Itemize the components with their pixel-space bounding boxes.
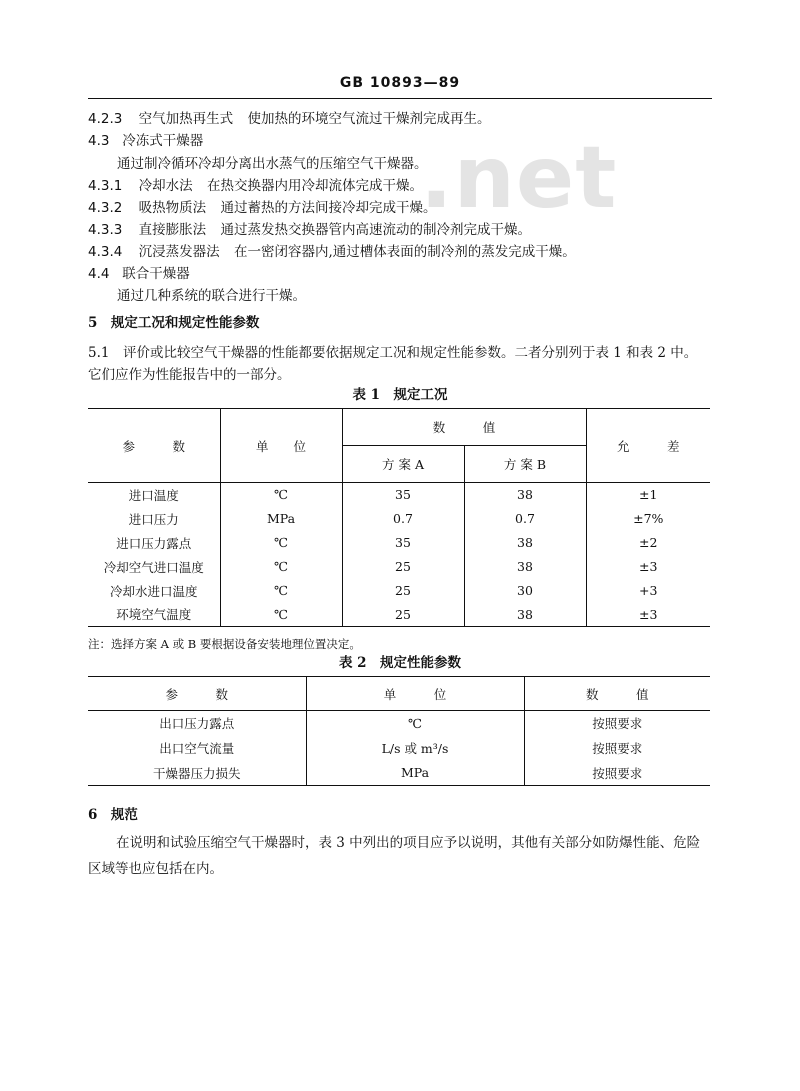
clause-text: 在热交换器内用冷却流体完成干燥。 [206, 178, 423, 194]
clause-number: 4.3 [88, 133, 110, 149]
clause-4-2-3 [88, 110, 490, 128]
section-5-title: 5 规定工况和规定性能参数 [88, 315, 260, 331]
cell-param: 环境空气温度 [88, 603, 220, 627]
clause-4-3-4 [88, 243, 576, 261]
table-1-caption: 表 1 规定工况 [352, 387, 448, 403]
cell-scheme-b: 30 [464, 579, 586, 603]
cell-unit: L/s 或 m³/s [306, 736, 524, 761]
cell-scheme-b: 0.7 [464, 507, 586, 531]
cell-unit: ℃ [220, 603, 342, 627]
clause-text: 使加热的环境空气流过干燥剂完成再生。 [247, 111, 491, 127]
page-header: GB 10893—89 [339, 75, 461, 91]
cell-value: 按照要求 [524, 761, 710, 786]
clause-4-4 [88, 265, 190, 283]
cell-scheme-b: 38 [464, 531, 586, 555]
clause-4-3-3 [88, 221, 531, 239]
cell-param: 冷却水进口温度 [88, 579, 220, 603]
cell-scheme-a: 25 [342, 555, 464, 579]
table-1-note: 注：选择方案 A 或 B 要根据设备安装地理位置决定。 [88, 637, 361, 651]
cell-unit: ℃ [220, 555, 342, 579]
clause-text: 通过几种系统的联合进行干燥。 [117, 288, 306, 304]
cell-scheme-b: 38 [464, 603, 586, 627]
clause-term: 直接膨胀法 [138, 222, 207, 238]
cell-param: 出口压力露点 [88, 711, 306, 736]
table-2-header-unit: 单 位 [306, 677, 524, 711]
table-1-header-scheme-a: 方 案 A [342, 446, 464, 483]
table-row [88, 603, 710, 627]
table-2-caption: 表 2 规定性能参数 [338, 655, 462, 671]
table-1 [88, 408, 710, 627]
cell-tolerance: ±2 [639, 535, 658, 550]
cell-scheme-a: 0.7 [342, 507, 464, 531]
cell-scheme-a: 25 [342, 579, 464, 603]
cell-param: 出口空气流量 [88, 736, 306, 761]
table-2-header-param: 参 数 [88, 677, 306, 711]
clause-term: 联合干燥器 [122, 266, 190, 282]
clause-4-3-2 [88, 199, 436, 217]
table-row [88, 483, 710, 507]
cell-tolerance: ±3 [586, 603, 710, 627]
cell-param: 进口温度 [88, 483, 220, 507]
cell-tolerance: ±1 [639, 487, 658, 503]
cell-scheme-a: 35 [342, 483, 464, 507]
table-row [88, 761, 710, 786]
clause-4-4-text [117, 287, 306, 305]
table-1-header-value: 数 值 [342, 409, 586, 446]
clause-term: 吸热物质法 [138, 200, 207, 216]
table-row [88, 555, 710, 579]
cell-unit: ℃ [220, 483, 342, 507]
clause-term: 空气加热再生式 [138, 111, 234, 127]
clause-text: 通过制冷循环冷却分离出水蒸气的压缩空气干燥器。 [117, 156, 428, 172]
clause-number: 4.3.1 [88, 178, 123, 194]
cell-unit: MPa [306, 761, 524, 786]
cell-unit: ℃ [220, 579, 342, 603]
table-1-header-unit: 单 位 [220, 409, 342, 483]
cell-scheme-a: 25 [342, 603, 464, 627]
clause-4-3-text [117, 155, 428, 173]
clause-4-3 [88, 132, 203, 150]
cell-param: 进口压力露点 [88, 531, 220, 555]
cell-tolerance: ±7% [633, 511, 664, 526]
section-6-para: 在说明和试验压缩空气干燥器时，表 3 中列出的项目应予以说明，其他有关部分如防爆性能、危险区域等也应包括在内。 [88, 835, 701, 877]
cell-unit: MPa [220, 507, 342, 531]
clause-text: 通过蓄热的方法间接冷却完成干燥。 [220, 200, 437, 216]
clause-term: 沉浸蒸发器法 [138, 244, 220, 260]
table-2 [88, 676, 710, 786]
cell-scheme-a: 35 [342, 531, 464, 555]
clause-number: 4.3.2 [88, 200, 123, 216]
header-rule [88, 98, 712, 99]
table-1-header-tolerance: 允 差 [586, 409, 710, 483]
cell-scheme-b: 38 [464, 555, 586, 579]
table-row [88, 711, 710, 736]
clause-text: 在一密闭容器内,通过槽体表面的制冷剂的蒸发完成干燥。 [233, 244, 576, 260]
cell-unit: ℃ [306, 711, 524, 736]
section-5-para-line1: 5.1 评价或比较空气干燥器的性能都要依据规定工况和规定性能参数。二者分别列于表 1 和表 2 中。 [88, 345, 698, 361]
table-2-header-value: 数 值 [524, 677, 710, 711]
clause-text: 通过蒸发热交换器管内高速流动的制冷剂完成干燥。 [220, 222, 531, 238]
cell-param: 干燥器压力损失 [88, 761, 306, 786]
cell-value: 按照要求 [592, 741, 643, 756]
table-row [88, 579, 710, 603]
cell-param: 进口压力 [88, 507, 220, 531]
clause-number: 4.4 [88, 266, 110, 282]
cell-scheme-b: 38 [464, 483, 586, 507]
clause-number: 4.2.3 [88, 111, 123, 127]
cell-tolerance: ±3 [639, 559, 658, 574]
table-row [88, 507, 710, 531]
section-6-title: 6 规范 [88, 807, 138, 823]
section-5-para-line2: 它们应作为性能报告中的一部分。 [88, 367, 291, 383]
cell-tolerance: +3 [639, 583, 658, 598]
table-1-header-scheme-b: 方 案 B [464, 446, 586, 483]
clause-4-3-1 [88, 177, 423, 195]
cell-param: 冷却空气进口温度 [88, 555, 220, 579]
clause-number: 4.3.3 [88, 222, 123, 238]
clause-number: 4.3.4 [88, 244, 123, 260]
table-1-header-param: 参 数 [88, 409, 220, 483]
clause-term: 冷却水法 [138, 178, 193, 194]
cell-unit: ℃ [220, 531, 342, 555]
table-row [88, 736, 710, 761]
watermark: .net [420, 128, 618, 228]
table-row [88, 531, 710, 555]
cell-value: 按照要求 [592, 716, 643, 732]
clause-term: 冷冻式干燥器 [122, 133, 204, 149]
